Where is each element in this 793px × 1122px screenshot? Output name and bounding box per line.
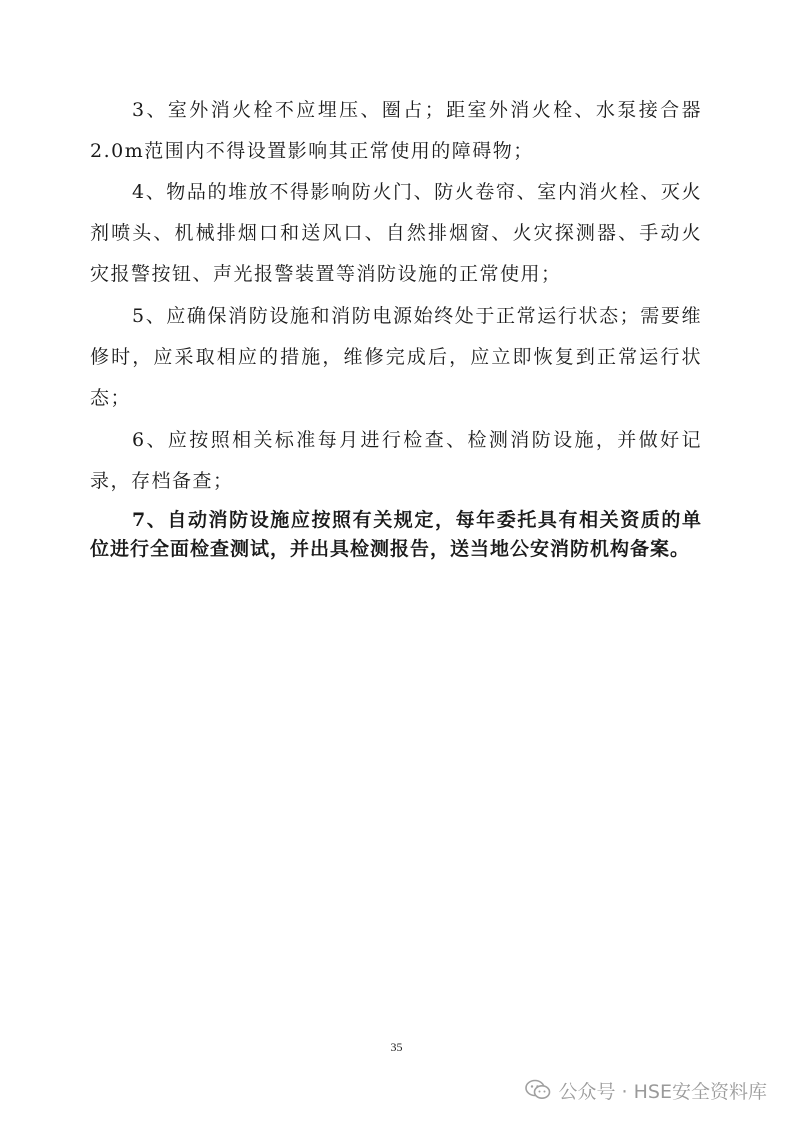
paragraph-item-5: 5、应确保消防设施和消防电源始终处于正常运行状态；需要维修时，应采取相应的措施，维修完成后，应立即恢复到正常运行状态； bbox=[90, 305, 702, 409]
paragraph-item-3: 3、室外消火栓不应埋压、圈占；距室外消火栓、水泵接合器2.0m范围内不得设置影响其正常使用的障碍物； bbox=[90, 99, 702, 162]
wechat-icon bbox=[525, 1079, 551, 1101]
paragraph-item-7-bold: 7、自动消防设施应按照有关规定，每年委托具有相关资质的单位进行全面检查测试，并出具检测报告，送当地公安消防机构备案。 bbox=[90, 509, 702, 560]
watermark-text: 公众号 · HSE安全资料库 bbox=[558, 1080, 767, 1103]
paragraph-item-4: 4、物品的堆放不得影响防火门、防火卷帘、室内消火栓、灭火剂喷头、机械排烟口和送风口、自然排烟窗、火灾探测器、手动火灾报警按钮、声光报警装置等消防设施的正常使用； bbox=[90, 181, 702, 285]
page-number: 35 bbox=[390, 1040, 403, 1054]
watermark bbox=[525, 1072, 767, 1108]
paragraph-item-6: 6、应按照相关标准每月进行检查、检测消防设施，并做好记录，存档备查； bbox=[90, 429, 702, 492]
